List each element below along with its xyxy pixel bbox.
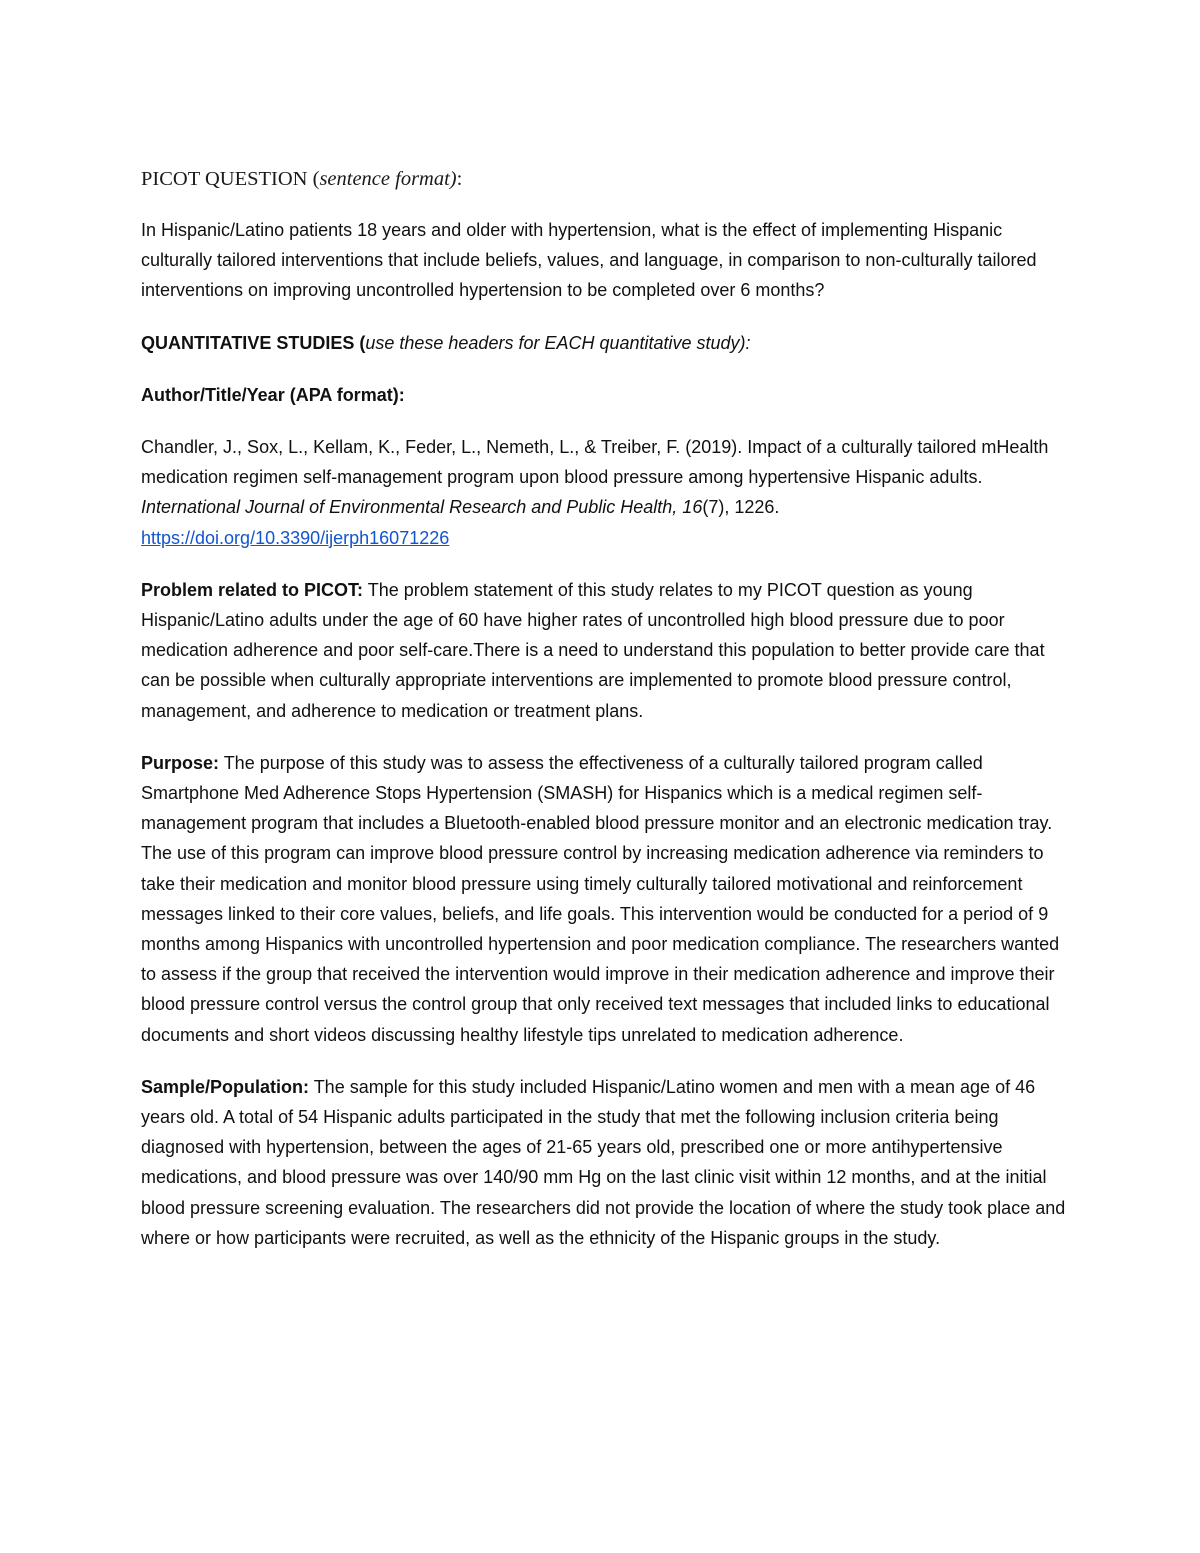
quantitative-heading-italic: use these headers for EACH quantitative study): (365, 332, 751, 353)
quantitative-heading-bold: QUANTITATIVE STUDIES ( (141, 332, 366, 353)
problem-label: Problem related to PICOT: (141, 579, 364, 600)
citation-journal: International Journal of Environmental Research and Public Health, 16 (141, 497, 703, 518)
quantitative-heading (141, 328, 1066, 358)
sample-section (141, 1072, 1066, 1253)
doi-link[interactable]: https://doi.org/10.3390/ijerph16071226 (141, 527, 450, 548)
picot-heading (141, 164, 1066, 194)
purpose-section (141, 748, 1066, 1050)
citation-issue-pages: (7), 1226. (702, 497, 780, 518)
document-page (141, 164, 1066, 1275)
purpose-text: The purpose of this study was to assess the effectiveness of a culturally tailored program called Smartphone Med Adherence Stops Hypertension (SMASH) for Hispanics which is a medical regimen self-management program that includes a Bluetooth-enabled blood pressure monitor and an electronic medication tray. The use of this program can improve blood pressure control by increasing medication adherence via reminders to take their medication and monitor blood pressure using timely culturally tailored motivational and reinforcement messages linked to their core values, beliefs, and life goals. This intervention would be conducted for a period of 9 months among Hispanics with uncontrolled hypertension and poor medication compliance. The researchers wanted to assess if the group that received the intervention would improve in their medication adherence and improve their blood pressure control versus the control group that only received text messages that included links to educational documents and short videos discussing healthy lifestyle tips unrelated to medication adherence. (141, 752, 1060, 1045)
citation-authors-title: Chandler, J., Sox, L., Kellam, K., Feder, L., Nemeth, L., & Treiber, F. (2019). Impact of a culturally tailored mHealth medication regimen self-management program upon blood pressure among hypertensive Hispanic adults. (141, 437, 1049, 488)
problem-section (141, 575, 1066, 726)
citation (141, 432, 1066, 553)
picot-heading-italic: sentence format) (319, 168, 457, 190)
sample-label: Sample/Population: (141, 1076, 310, 1097)
picot-heading-label: PICOT QUESTION ( (141, 168, 320, 190)
picot-heading-colon: : (456, 168, 463, 190)
purpose-label: Purpose: (141, 752, 220, 773)
sample-text: The sample for this study included Hispanic/Latino women and men with a mean age of 46 years old. A total of 54 Hispanic adults participated in the study that met the following inclusion criteria being diagnosed with hypertension, between the ages of 21-65 years old, prescribed one or more antihypertensive medications, and blood pressure was over 140/90 mm Hg on the last clinic visit within 12 months, and at the initial blood pressure screening evaluation. The researchers did not provide the location of where the study took place and where or how participants were recruited, as well as the ethnicity of the Hispanic groups in the study. (141, 1076, 1066, 1248)
author-title-year-label: Author/Title/Year (APA format): (141, 384, 405, 405)
problem-text: The problem statement of this study relates to my PICOT question as young Hispanic/Latino adults under the age of 60 have higher rates of uncontrolled high blood pressure due to poor medication adherence and poor self-care.There is a need to understand this population to better provide care that can be possible when culturally appropriate interventions are implemented to promote blood pressure control, management, and adherence to medication or treatment plans. (141, 579, 1045, 721)
picot-question: In Hispanic/Latino patients 18 years and older with hypertension, what is the effect of implementing Hispanic culturally tailored interventions that include beliefs, values, and language, in comparison to non-culturally tailored interventions on improving uncontrolled hypertension to be completed over 6 months? (141, 220, 1037, 301)
